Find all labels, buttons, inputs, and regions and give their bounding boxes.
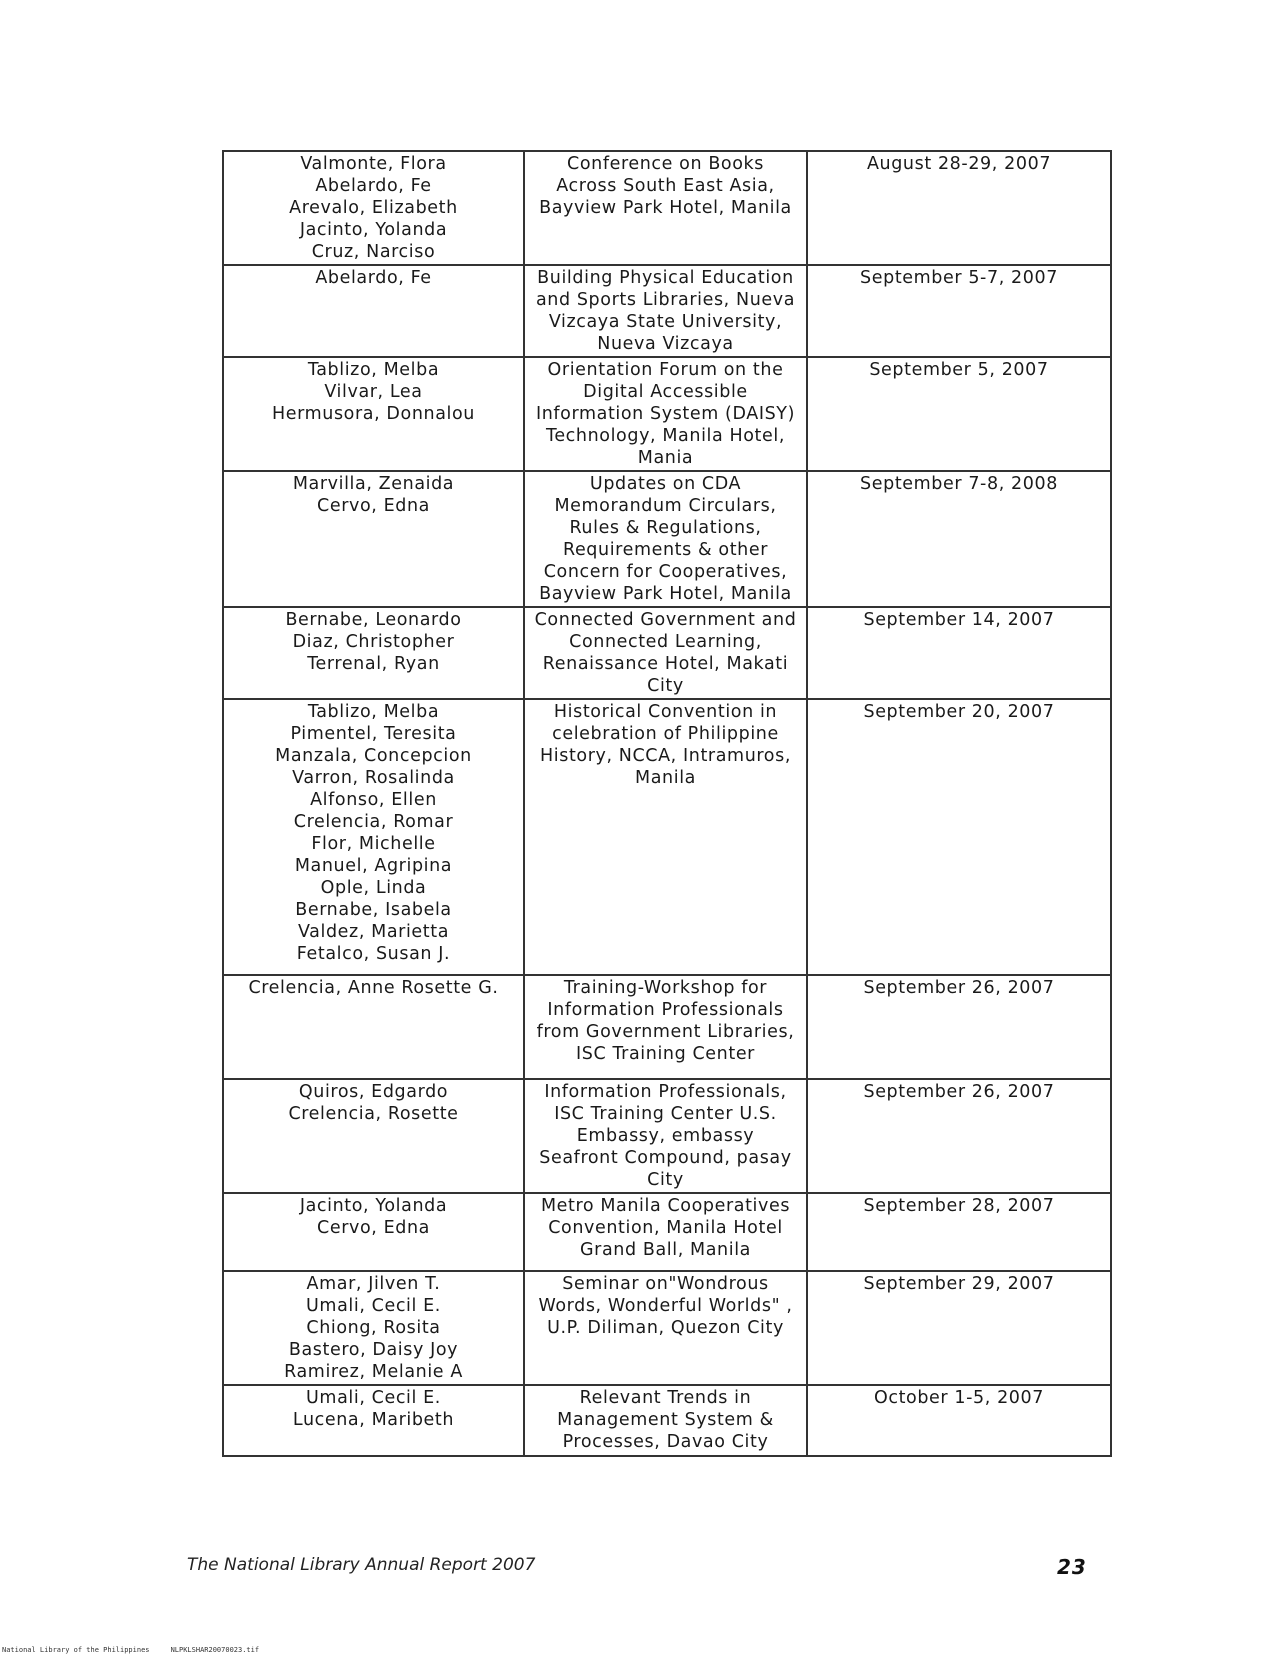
participant-name: Arevalo, Elizabeth	[289, 198, 458, 218]
event-description-line: celebration of Philippine	[552, 724, 779, 744]
participant-name: Ople, Linda	[320, 878, 427, 898]
event-date-cell: October 1-5, 2007	[807, 1385, 1111, 1456]
event-description-line: and Sports Libraries, Nueva	[535, 290, 796, 310]
participant-name: Bastero, Daisy Joy	[288, 1340, 459, 1360]
event-cell	[524, 1193, 807, 1271]
event-description-line: Relevant Trends in	[579, 1388, 752, 1408]
participant-name: Jacinto, Yolanda	[299, 1196, 448, 1216]
participant-name: Amar, Jilven T.	[306, 1274, 441, 1294]
event-cell	[524, 1079, 807, 1193]
participant-name: Manzala, Concepcion	[275, 746, 472, 766]
participants-cell	[223, 975, 524, 1079]
participant-name: Cruz, Narciso	[311, 242, 436, 262]
event-date-cell: September 26, 2007	[807, 975, 1111, 1079]
participant-name: Fetalco, Susan J.	[296, 944, 451, 964]
participant-name: Valdez, Marietta	[297, 922, 450, 942]
participants-cell	[223, 1385, 524, 1456]
participant-name: Diaz, Christopher	[292, 632, 455, 652]
participant-name: Marvilla, Zenaida	[292, 474, 455, 494]
event-cell	[524, 357, 807, 471]
event-description-line: Bayview Park Hotel, Manila	[539, 198, 792, 218]
table-row	[223, 1079, 1111, 1193]
event-description-line: Conference on Books	[567, 154, 764, 174]
event-description-line: City	[647, 1170, 684, 1190]
event-description-line: Information Professionals	[547, 1000, 784, 1020]
event-date-cell: September 29, 2007	[807, 1271, 1111, 1385]
event-description-line: Embassy, embassy	[576, 1126, 755, 1146]
table-row	[223, 265, 1111, 357]
event-description-line: Digital Accessible	[583, 382, 748, 402]
table-row	[223, 471, 1111, 607]
event-description-line: Vizcaya State University,	[548, 312, 783, 332]
page-number: 23	[1057, 1555, 1087, 1579]
event-date-cell: September 5, 2007	[807, 357, 1111, 471]
table-row	[223, 357, 1111, 471]
event-description-line: Technology, Manila Hotel,	[546, 426, 785, 446]
participant-name: Umali, Cecil E.	[306, 1296, 441, 1316]
event-description-line: Requirements & other	[562, 540, 769, 560]
event-description-line: Memorandum Circulars,	[554, 496, 777, 516]
table-row	[223, 607, 1111, 699]
event-date-cell: September 20, 2007	[807, 699, 1111, 975]
participant-name: Chiong, Rosita	[306, 1318, 441, 1338]
event-description-line: ISC Training Center U.S.	[554, 1104, 777, 1124]
event-date-cell: September 7-8, 2008	[807, 471, 1111, 607]
event-description-line: Connected Government and	[534, 610, 797, 630]
participant-name: Crelencia, Romar	[293, 812, 454, 832]
event-description-line: Processes, Davao City	[562, 1432, 769, 1452]
participant-name: Umali, Cecil E.	[306, 1388, 441, 1408]
event-cell	[524, 607, 807, 699]
event-cell	[524, 471, 807, 607]
participant-name: Abelardo, Fe	[315, 176, 432, 196]
participant-name: Abelardo, Fe	[315, 268, 432, 288]
event-description-line: Words, Wonderful Worlds" ,	[538, 1296, 793, 1316]
event-description-line: Convention, Manila Hotel	[548, 1218, 783, 1238]
event-description-line: Mania	[637, 448, 694, 468]
event-description-line: Nueva Vizcaya	[597, 334, 734, 354]
participant-name: Valmonte, Flora	[300, 154, 447, 174]
event-description-line: History, NCCA, Intramuros,	[540, 746, 791, 766]
event-description-line: Concern for Cooperatives,	[543, 562, 788, 582]
event-description-line: Information System (DAISY)	[535, 404, 796, 424]
event-description-line: Bayview Park Hotel, Manila	[539, 584, 792, 604]
table-row	[223, 1193, 1111, 1271]
event-date-cell: September 28, 2007	[807, 1193, 1111, 1271]
event-description-line: Historical Convention in	[553, 702, 778, 722]
event-description-line: City	[647, 676, 684, 696]
event-cell	[524, 1385, 807, 1456]
participant-name: Quiros, Edgardo	[298, 1082, 449, 1102]
participant-name: Alfonso, Ellen	[310, 790, 437, 810]
event-date-cell: September 5-7, 2007	[807, 265, 1111, 357]
participant-name: Flor, Michelle	[311, 834, 436, 854]
event-cell	[524, 699, 807, 975]
participant-name: Bernabe, Leonardo	[285, 610, 462, 630]
participant-name: Cervo, Edna	[317, 1218, 430, 1238]
table-row	[223, 151, 1111, 265]
event-description-line: Metro Manila Cooperatives	[540, 1196, 791, 1216]
event-description-line: Information Professionals,	[544, 1082, 787, 1102]
event-date-cell: September 14, 2007	[807, 607, 1111, 699]
event-description-line: Rules & Regulations,	[569, 518, 762, 538]
participants-cell	[223, 1079, 524, 1193]
training-table-container	[222, 150, 1110, 1457]
event-description-line: U.P. Diliman, Quezon City	[547, 1318, 784, 1338]
event-description-line: Renaissance Hotel, Makati	[542, 654, 789, 674]
participants-cell	[223, 471, 524, 607]
participant-name: Ramirez, Melanie A	[284, 1362, 463, 1382]
scan-file-stamp: National Library of the Philippines NLPKLSHAR20070023.tif	[2, 1646, 260, 1654]
event-date-cell: August 28-29, 2007	[807, 151, 1111, 265]
event-cell	[524, 1271, 807, 1385]
participants-cell	[223, 357, 524, 471]
table-row	[223, 699, 1111, 975]
participant-name: Crelencia, Rosette	[288, 1104, 459, 1124]
participants-cell	[223, 151, 524, 265]
event-description-line: Seminar on"Wondrous	[562, 1274, 769, 1294]
event-cell	[524, 265, 807, 357]
participant-name: Tablizo, Melba	[307, 702, 440, 722]
event-description-line: Orientation Forum on the	[547, 360, 784, 380]
participant-name: Vilvar, Lea	[324, 382, 423, 402]
participant-name: Varron, Rosalinda	[292, 768, 455, 788]
training-attendance-table	[222, 150, 1112, 1457]
event-description-line: Manila	[635, 768, 696, 788]
participant-name: Terrenal, Ryan	[307, 654, 440, 674]
event-description-line: from Government Libraries,	[536, 1022, 795, 1042]
participants-cell	[223, 1271, 524, 1385]
event-cell	[524, 151, 807, 265]
event-date-cell: September 26, 2007	[807, 1079, 1111, 1193]
event-cell	[524, 975, 807, 1079]
event-description-line: Connected Learning,	[569, 632, 762, 652]
event-description-line: Updates on CDA	[589, 474, 742, 494]
participants-cell	[223, 699, 524, 975]
table-body	[223, 151, 1111, 1456]
participants-cell	[223, 607, 524, 699]
footer-report-title: The National Library Annual Report 2007	[187, 1555, 536, 1575]
participant-name: Tablizo, Melba	[307, 360, 440, 380]
participants-cell	[223, 1193, 524, 1271]
event-description-line: Grand Ball, Manila	[580, 1240, 751, 1260]
participant-name: Jacinto, Yolanda	[299, 220, 448, 240]
participant-name: Cervo, Edna	[317, 496, 430, 516]
event-description-line: Building Physical Education	[537, 268, 794, 288]
participant-name: Hermusora, Donnalou	[272, 404, 475, 424]
table-row	[223, 1385, 1111, 1456]
event-description-line: Seafront Compound, pasay	[539, 1148, 792, 1168]
participant-name: Manuel, Agripina	[294, 856, 453, 876]
participant-name: Lucena, Maribeth	[292, 1410, 455, 1430]
event-description-line: Management System &	[557, 1410, 774, 1430]
table-row	[223, 975, 1111, 1079]
event-description-line: Training-Workshop for	[563, 978, 768, 998]
participant-name: Bernabe, Isabela	[295, 900, 452, 920]
table-row	[223, 1271, 1111, 1385]
participant-name: Pimentel, Teresita	[290, 724, 457, 744]
event-description-line: ISC Training Center	[576, 1044, 755, 1064]
participants-cell	[223, 265, 524, 357]
event-description-line: Across South East Asia,	[556, 176, 775, 196]
participant-name: Crelencia, Anne Rosette G.	[248, 978, 499, 998]
